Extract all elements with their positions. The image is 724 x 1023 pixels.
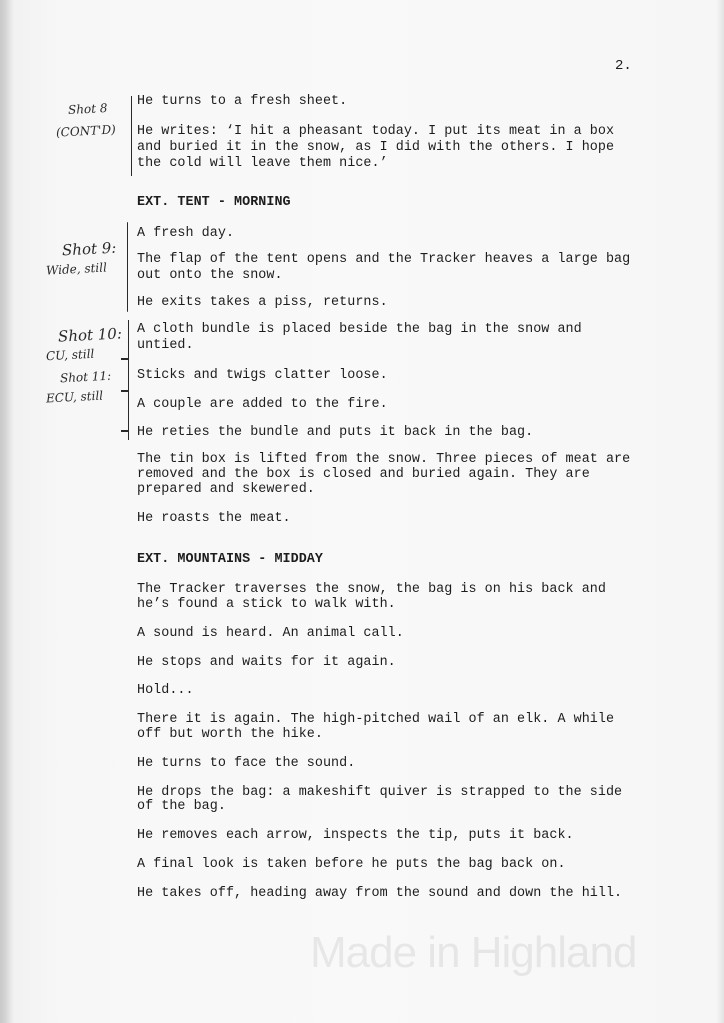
page-edge-shadow (0, 0, 14, 1023)
shot-note: Wide, still (45, 260, 108, 278)
shot-bracket (128, 320, 129, 440)
action-line: A fresh day. (137, 226, 235, 241)
paper-watermark: Made in Highland (310, 928, 637, 977)
bracket-hook (121, 430, 128, 432)
action-line: Sticks and twigs clatter loose. (137, 368, 388, 383)
shot-note: (CONT'D) (55, 122, 117, 140)
action-line: He stops and waits for it again. (137, 655, 396, 670)
shot-note: Shot 9: (61, 238, 117, 260)
action-line: prepared and skewered. (137, 482, 315, 497)
action-line: A final look is taken before he puts the bag back on. (137, 857, 566, 872)
action-line: untied. (137, 338, 194, 353)
bracket-hook (121, 390, 128, 392)
bracket-hook (121, 358, 128, 360)
action-line: Hold... (137, 683, 194, 698)
action-line: The tin box is lifted from the snow. Three pieces of meat are (137, 452, 631, 467)
shot-note: Shot 10: (57, 324, 123, 346)
action-line: and buried it in the snow, as I did with the others. I hope (137, 140, 615, 155)
shot-bracket (127, 222, 128, 312)
action-line: He roasts the meat. (137, 511, 291, 526)
action-line: the cold will leave them nice.’ (137, 156, 388, 171)
action-line: he’s found a stick to walk with. (137, 597, 396, 612)
shot-note: ECU, still (45, 388, 104, 406)
action-line: He exits takes a piss, returns. (137, 295, 388, 310)
action-line: He reties the bundle and puts it back in the bag. (137, 425, 534, 440)
action-line: He turns to a fresh sheet. (137, 94, 348, 109)
action-line: A cloth bundle is placed beside the bag in the snow and (137, 322, 582, 337)
shot-bracket (131, 96, 132, 176)
action-line: removed and the box is closed and buried again. They are (137, 467, 590, 482)
action-line: He turns to face the sound. (137, 756, 356, 771)
action-line: A sound is heard. An animal call. (137, 626, 404, 641)
action-line: He writes: ‘I hit a pheasant today. I put its meat in a box (137, 124, 615, 139)
action-line: The flap of the tent opens and the Tracker heaves a large bag (137, 252, 631, 267)
shot-note: Shot 8 (67, 100, 108, 118)
shot-note: CU, still (45, 346, 95, 364)
action-line: out onto the snow. (137, 268, 283, 283)
action-line: He takes off, heading away from the sound and down the hill. (137, 886, 623, 901)
action-line: A couple are added to the fire. (137, 397, 388, 412)
action-line: He removes each arrow, inspects the tip, puts it back. (137, 828, 574, 843)
scene-heading: EXT. TENT - MORNING (137, 195, 291, 210)
shot-note: Shot 11: (59, 368, 112, 386)
action-line: of the bag. (137, 799, 226, 814)
action-line: off but worth the hike. (137, 727, 323, 742)
page-number: 2. (615, 58, 632, 74)
action-line: The Tracker traverses the snow, the bag is on his back and (137, 582, 606, 597)
scene-heading: EXT. MOUNTAINS - MIDDAY (137, 552, 323, 567)
action-line: There it is again. The high-pitched wail of an elk. A while (137, 712, 615, 727)
action-line: He drops the bag: a makeshift quiver is strapped to the side (137, 785, 623, 800)
